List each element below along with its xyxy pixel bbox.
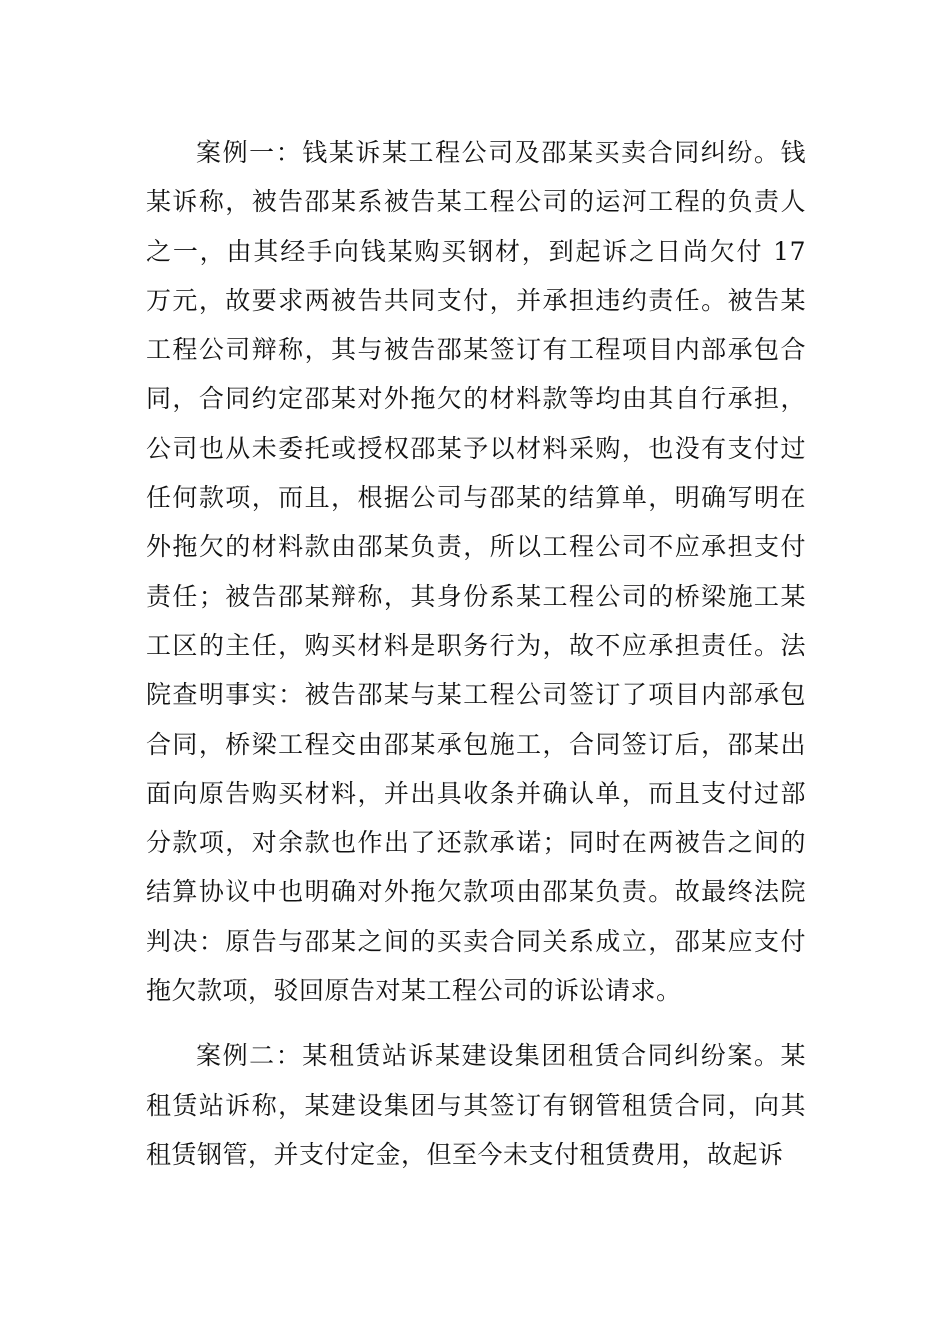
document-page — [146, 128, 806, 1179]
case-one-paragraph: 案例一：钱某诉某工程公司及邵某买卖合同纠纷。钱某诉称，被告邵某系被告某工程公司的运河工程的负责人之一，由其经手向钱某购买钢材，到起诉之日尚欠付 17 万元，故要求两被告共同支付，并承担违约责任。被告某工程公司辩称，其与被告邵某签订有工程项目内部承包合同，合同约定邵某对外拖欠的材料款等均由其自行承担，公司也从未委托或授权邵某予以材料采购，也没有支付过任何款项，而且，根据公司与邵某的结算单，明确写明在外拖欠的材料款由邵某负责，所以工程公司不应承担支付责任；被告邵某辩称，其身份系某工程公司的桥梁施工某工区的主任，购买材料是职务行为，故不应承担责任。法院查明事实：被告邵某与某工程公司签订了项目内部承包合同，桥梁工程交由邵某承包施工，合同签订后，邵某出面向原告购买材料，并出具收条并确认单，而且支付过部分款项，对余款也作出了还款承诺；同时在两被告之间的结算协议中也明确对外拖欠款项由邵某负责。故最终法院判决：原告与邵某之间的买卖合同关系成立，邵某应支付拖欠款项，驳回原告对某工程公司的诉讼请求。 — [146, 138, 806, 1006]
case-two-paragraph: 案例二：某租赁站诉某建设集团租赁合同纠纷案。某租赁站诉称，某建设集团与其签订有钢管租赁合同，向其租赁钢管，并支付定金，但至今未支付租赁费用，故起诉 — [146, 1041, 806, 1169]
